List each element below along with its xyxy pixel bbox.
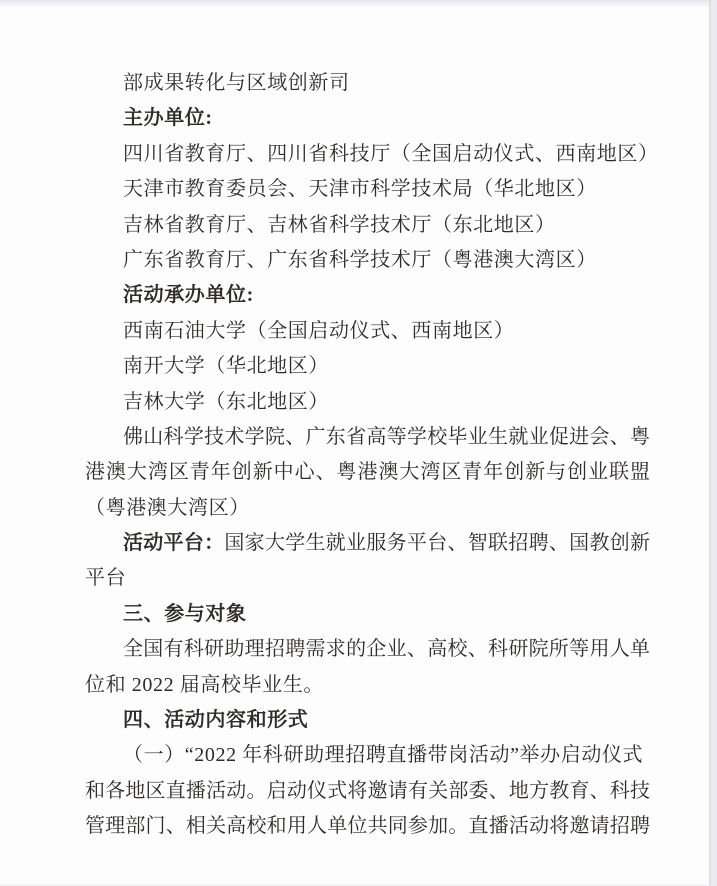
line-text: （粤港澳大湾区） bbox=[85, 496, 250, 519]
line-text: 位和 2022 届高校毕业生。 bbox=[85, 673, 324, 696]
scan-right-edge bbox=[709, 0, 717, 886]
heading-line bbox=[85, 597, 650, 632]
text-line bbox=[85, 809, 650, 844]
text-line bbox=[85, 137, 659, 172]
text-line bbox=[85, 172, 650, 207]
text-line bbox=[85, 66, 650, 101]
line-text: 港澳大湾区青年创新中心、粤港澳大湾区青年创新与创业联盟 bbox=[85, 461, 650, 484]
heading-line bbox=[85, 278, 650, 313]
bold-label: 四、活动内容和形式 bbox=[123, 709, 309, 732]
bold-label: 主办单位: bbox=[123, 107, 213, 130]
text-line bbox=[85, 491, 650, 526]
line-text: 部成果转化与区域创新司 bbox=[123, 72, 350, 94]
line-text: 西南石油大学（全国启动仪式、西南地区） bbox=[123, 319, 515, 342]
line-text: 和各地区直播活动。启动仪式将邀请有关部委、地方教育、科技 bbox=[85, 779, 650, 802]
line-text: 吉林省教育厅、吉林省科学技术厅（东北地区） bbox=[123, 213, 556, 236]
text-line bbox=[85, 420, 650, 455]
text-line bbox=[85, 455, 650, 490]
line-text: 吉林大学（东北地区） bbox=[123, 390, 329, 413]
scan-top-edge bbox=[0, 0, 717, 8]
text-line bbox=[85, 561, 650, 596]
line-text: 平台 bbox=[85, 567, 127, 590]
text-line bbox=[85, 314, 650, 349]
text-line bbox=[85, 243, 650, 278]
line-text: 全国有科研助理招聘需求的企业、高校、科研院所等用人单 bbox=[123, 638, 650, 661]
text-line bbox=[85, 632, 650, 667]
text-line bbox=[85, 526, 650, 561]
bold-label: 活动平台： bbox=[123, 532, 225, 555]
text-line bbox=[85, 208, 650, 243]
bold-label: 活动承办单位: bbox=[123, 284, 254, 307]
line-text: 天津市教育委员会、天津市科学技术局（华北地区） bbox=[123, 178, 597, 201]
heading-line bbox=[85, 703, 650, 738]
line-text: 四川省教育厅、四川省科技厅（全国启动仪式、西南地区） bbox=[123, 142, 659, 165]
text-line bbox=[85, 738, 650, 773]
text-line bbox=[85, 349, 650, 384]
text-line bbox=[85, 774, 650, 809]
bold-label: 三、参与对象 bbox=[123, 602, 247, 625]
line-text: （一）“2022 年科研助理招聘直播带岗活动”举办启动仪式 bbox=[123, 744, 644, 767]
line-text: 国家大学生就业服务平台、智联招聘、国教创新 bbox=[224, 532, 651, 555]
text-line bbox=[85, 385, 650, 420]
heading-line bbox=[85, 101, 650, 136]
line-text: 广东省教育厅、广东省科学技术厅（粤港澳大湾区） bbox=[123, 248, 597, 271]
document-content bbox=[85, 66, 659, 845]
line-text: 管理部门、相关高校和用人单位共同参加。直播活动将邀请招聘 bbox=[85, 815, 650, 838]
line-text: 南开大学（华北地区） bbox=[123, 355, 329, 378]
text-line bbox=[85, 668, 650, 703]
line-text: 佛山科学技术学院、广东省高等学校毕业生就业促进会、粤 bbox=[123, 425, 650, 448]
